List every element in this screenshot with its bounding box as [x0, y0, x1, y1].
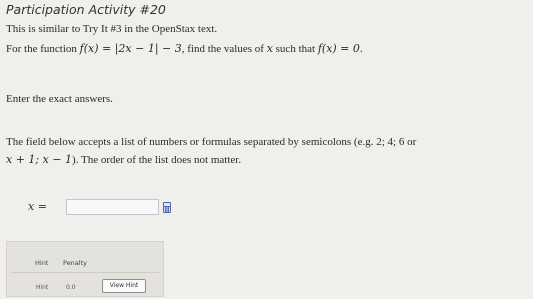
list-instruction-rest: ). The order of the list does not matter. [72, 154, 242, 166]
exact-instruction: Enter the exact answers. [6, 93, 113, 105]
list-example-math: x + 1; x − 1 [6, 153, 73, 166]
answer-input[interactable] [66, 199, 159, 215]
function-expression: f(x) = |2x − 1| − 3 [79, 42, 182, 55]
condition-expression: f(x) = 0 [317, 42, 360, 55]
question-middle: , find the values of [181, 43, 267, 55]
question-suffix: . [359, 43, 363, 55]
hint-table [6, 241, 164, 297]
hint-table-divider [11, 272, 159, 273]
intro-text: This is similar to Try It #3 in the OpenStax text. [6, 23, 218, 35]
question-text [6, 42, 363, 55]
calculator-icon[interactable] [163, 202, 171, 213]
variable-name: x [266, 42, 273, 55]
answer-label: x = [28, 200, 47, 213]
activity-title: Participation Activity #20 [6, 2, 166, 17]
hint-row-penalty: 0.0 [66, 284, 76, 291]
list-instruction-line2 [6, 153, 241, 166]
hint-row-label: Hint [36, 284, 49, 291]
question-middle2: such that [272, 43, 318, 55]
list-instruction-line1: The field below accepts a list of numbers or formulas separated by semicolons (e.g. 2; 4; 6 or [6, 136, 417, 148]
question-prefix: For the function [6, 43, 80, 55]
hint-column-header: Hint [35, 259, 49, 267]
penalty-column-header: Penalty [63, 259, 87, 267]
view-hint-button[interactable]: View Hint [102, 279, 146, 293]
